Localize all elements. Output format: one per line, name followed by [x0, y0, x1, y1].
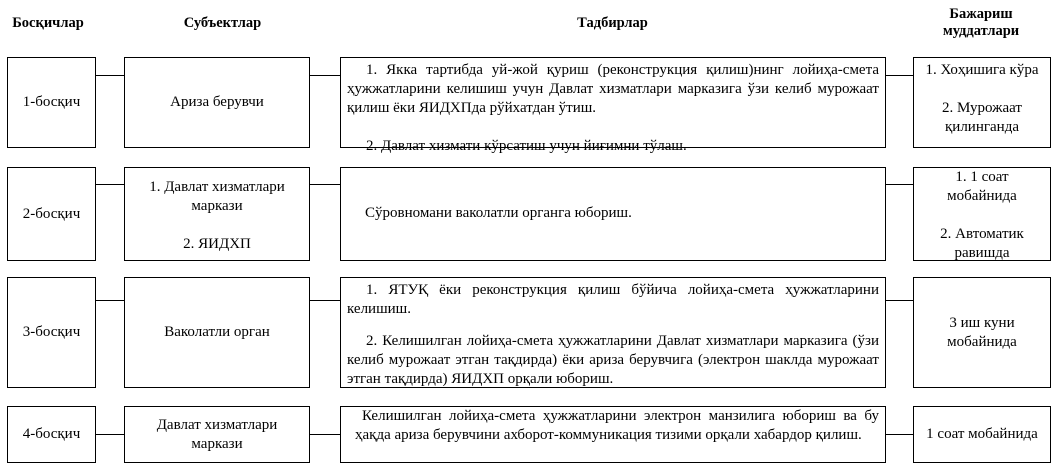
action-paragraph: 2. Давлат хизмати кўрсатиш учун йиғимни тўлаш.: [366, 138, 687, 154]
connector-line: [310, 434, 340, 435]
deadline-line: мобайнида: [947, 188, 1017, 204]
connector-line: [886, 434, 913, 435]
stage-label: 3-босқич: [22, 324, 81, 340]
stage-box: [7, 277, 96, 388]
subject-line: 2. ЯИДХП: [183, 236, 251, 252]
subject-box: [124, 57, 310, 148]
deadline-box: [913, 167, 1051, 261]
actions-box: [340, 57, 886, 154]
deadline-line: 1 соат мобайнида: [926, 426, 1038, 442]
subject-box: [124, 167, 310, 261]
stage-box: [7, 167, 96, 261]
stage-label: 4-босқич: [22, 426, 81, 442]
connector-line: [96, 434, 124, 435]
connector-line: [310, 75, 340, 76]
connector-line: [886, 75, 913, 76]
actions-box: [340, 277, 886, 388]
action-paragraph: 2. Келишилган лойиҳа-смета ҳужжатларини Давлат хизматлари марказига (ўзи келиб мурожаат этган тақдирда) ёки ариза берувчига (электрон шаклда мурожаат этган тақдирда) ЯИДХП орқали юбориш.: [347, 333, 879, 387]
deadline-line: 1. Хоҳишига кўра: [925, 62, 1039, 78]
header-subjects: Субъектлар: [183, 15, 262, 31]
connector-line: [96, 75, 124, 76]
actions-box: [340, 406, 886, 463]
subject-line: Ваколатли орган: [164, 324, 270, 340]
deadline-line: қилинганда: [945, 119, 1019, 135]
stage-box: [7, 406, 96, 463]
deadline-line: 2. Мурожаат: [942, 100, 1022, 116]
subject-line: Ариза берувчи: [170, 94, 264, 110]
header-deadlines: [912, 6, 1050, 40]
connector-line: [96, 184, 124, 185]
action-paragraph: 1. Якка тартибда уй-жой қуриш (реконструкция қилиш)нинг лойиҳа-смета ҳужжатларини келишиш учун Давлат хизматлари марказига ўзи келиб мурожаат қилиш ёки ЯИДХПда рўйхатдан ўтиш.: [347, 62, 879, 116]
stage-label: 1-босқич: [22, 94, 81, 110]
subject-line: 1. Давлат хизматлари: [149, 179, 285, 195]
deadline-line: равишда: [954, 245, 1010, 261]
actions-box: [340, 167, 886, 261]
subject-box: [124, 406, 310, 463]
connector-line: [310, 300, 340, 301]
header-deadlines-line2: муддатлари: [942, 23, 1020, 39]
subject-line: Давлат хизматлари: [156, 416, 278, 433]
deadline-box: [913, 406, 1051, 463]
deadline-line: 3 иш куни: [949, 314, 1015, 331]
deadline-line: 1. 1 соат: [955, 169, 1009, 185]
action-paragraph: Келишилган лойиҳа-смета ҳужжатларини электрон манзилига юбориш ва бу ҳақда ариза берувчини ахборот-коммуникация тизими орқали хабардор қилиш.: [355, 408, 879, 443]
deadline-box: [913, 57, 1051, 148]
connector-line: [886, 184, 913, 185]
stage-label: 2-босқич: [22, 205, 81, 222]
deadline-line: мобайнида: [947, 333, 1017, 350]
header-stages: Босқичлар: [12, 15, 84, 31]
header-actions: Тадбирлар: [577, 15, 648, 31]
deadline-line: 2. Автоматик: [940, 226, 1024, 242]
subject-line: маркази: [191, 198, 243, 214]
connector-line: [886, 300, 913, 301]
deadline-box: [913, 277, 1051, 388]
connector-line: [96, 300, 124, 301]
stage-box: [7, 57, 96, 148]
action-paragraph: 1. ЯТУҚ ёки реконструкция қилиш бўйича лойиҳа-смета ҳужжатларини келишиш.: [347, 282, 879, 317]
connector-line: [310, 184, 340, 185]
subject-box: [124, 277, 310, 388]
subject-line: маркази: [191, 435, 243, 452]
action-paragraph: Сўровномани ваколатли органга юбориш.: [365, 205, 632, 221]
header-deadlines-line1: Бажариш: [949, 6, 1013, 22]
